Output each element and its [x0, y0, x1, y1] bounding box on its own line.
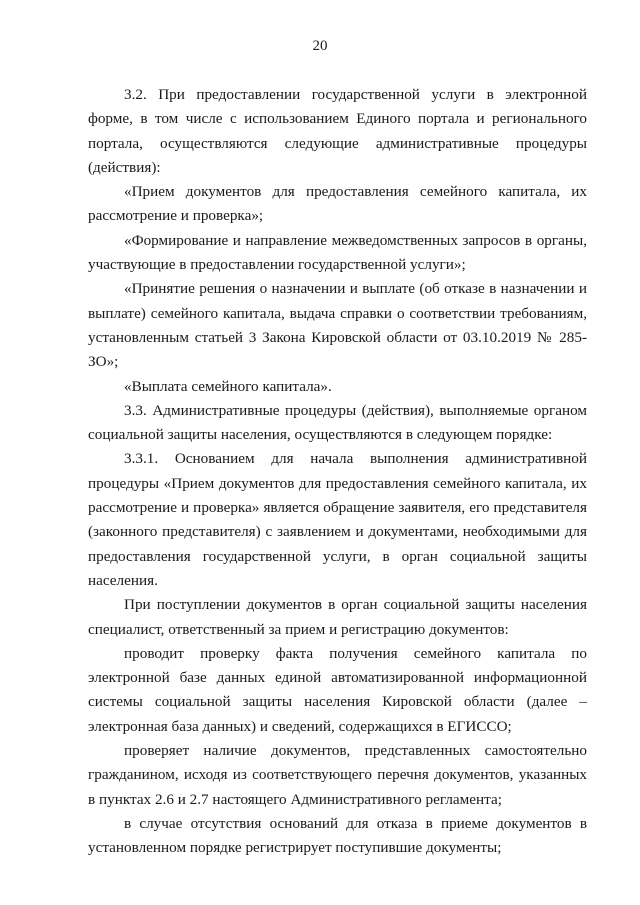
paragraph-procedure-requests: «Формирование и направление межведомственных запросов в органы, участвующие в предоставлении государственной услуги»;: [88, 231, 587, 274]
paragraph-3-3: 3.3. Административные процедуры (действия), выполняемые органом социальной защиты населения, осуществляются в следующем порядке:: [88, 401, 587, 444]
document-body: [88, 83, 587, 861]
paragraph-procedure-reception: «Прием документов для предоставления семейного капитала, их рассмотрение и проверка»;: [88, 183, 587, 225]
paragraph-register: в случае отсутствия оснований для отказа в приеме документов в установленном порядке регистрирует поступившие документы;: [88, 814, 587, 857]
page-number: 20: [312, 38, 328, 54]
paragraph-receipt: При поступлении документов в орган социальной защиты населения специалист, ответственный за прием и регистрацию документов:: [88, 596, 587, 638]
paragraph-3-3-1: 3.3.1. Основанием для начала выполнения административной процедуры «Прием документов для предоставления семейного капитала, их рассмотрение и проверка» является обращение заявителя, его представителя (законного представителя) с заявлением и документами, необходимыми для предоставления государственной услуги, в орган социальной защиты населения.: [88, 450, 587, 589]
paragraph-check-documents: проверяет наличие документов, представленных самостоятельно гражданином, исходя из соответствующего перечня документов, указанных в пунктах 2.6 и 2.7 настоящего Административного регламента;: [88, 742, 587, 808]
paragraph-procedure-decision: «Принятие решения о назначении и выплате (об отказе в назначении и выплате) семейного капитала, выдача справки о соответствии требованиям, установленным статьей 3 Закона Кировской области от 03.10.2019 № 285-ЗО»;: [88, 280, 587, 371]
paragraph-check-capital: проводит проверку факта получения семейного капитала по электронной базе данных единой автоматизированной информационной системы социальной защиты населения Кировской области (далее – электронная база данных) и сведений, содержащихся в ЕГИССО;: [88, 644, 587, 735]
paragraph-3-2: 3.2. При предоставлении государственной услуги в электронной форме, в том числе с использованием Единого портала и регионального портала, осуществляются следующие административные процедуры (действия):: [88, 86, 587, 176]
paragraph-procedure-payment: «Выплата семейного капитала».: [124, 377, 332, 395]
